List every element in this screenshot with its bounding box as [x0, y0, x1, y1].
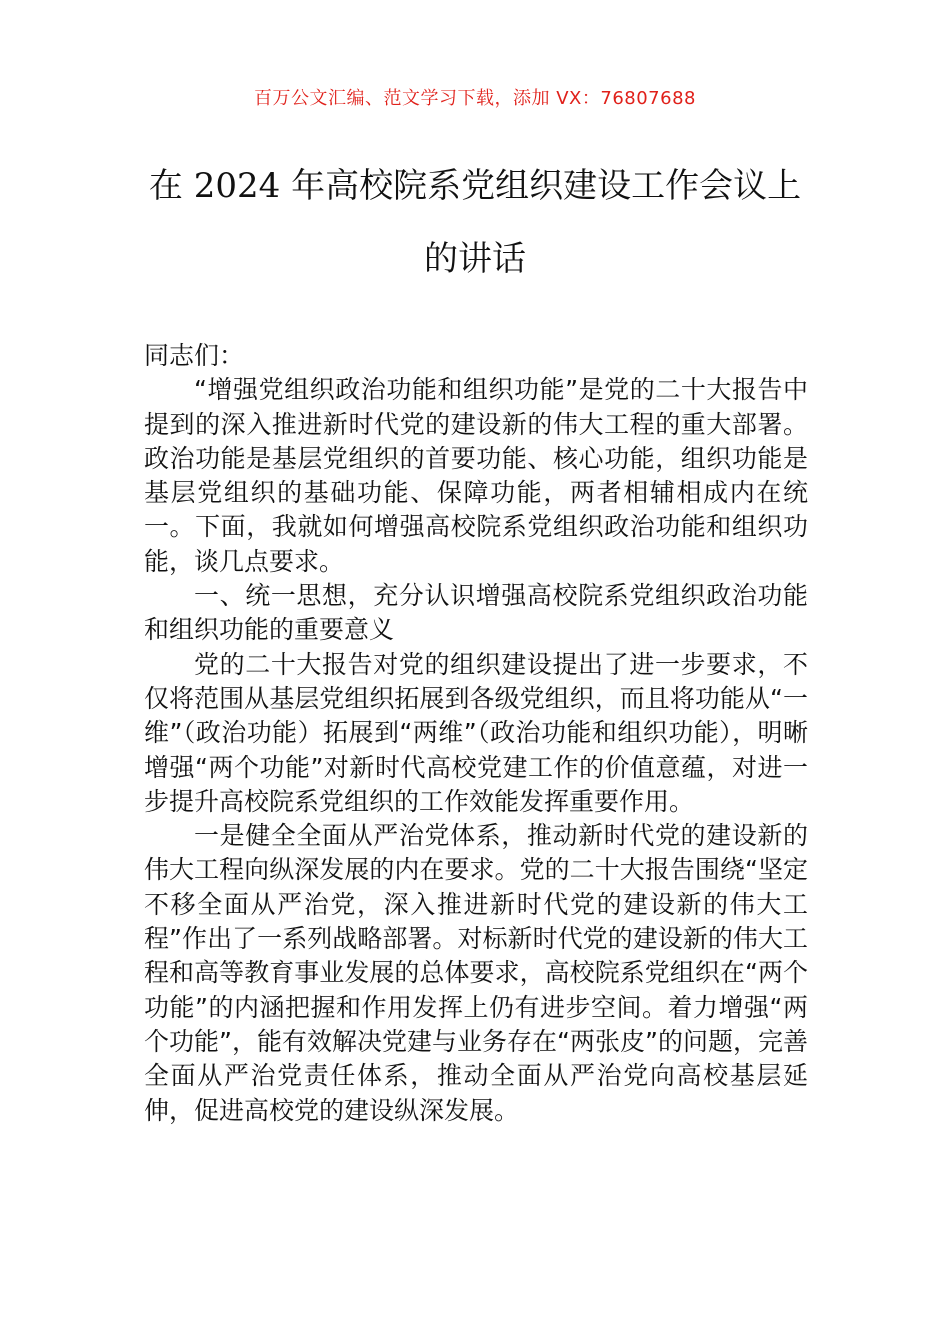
- title-line-2: 的讲话: [424, 239, 526, 279]
- document-title: [100, 150, 850, 296]
- header-banner: 百万公文汇编、范文学习下载，添加 VX：76807688: [254, 88, 696, 109]
- paragraph-point-one: 一是健全全面从严治党体系，推动新时代党的建设新的伟大工程向纵深发展的内在要求。党的二十大报告围绕“坚定不移全面从严治党，深入推进新时代党的建设新的伟大工程”作出了一系列战略部署。对标新时代党的建设新的伟大工程和高等教育事业发展的总体要求，高校院系党组织在“两个功能”的内涵把握和作用发挥上仍有进步空间。着力增强“两个功能”，能有效解决党建与业务存在“两张皮”的问题，完善全面从严治党责任体系，推动全面从严治党向高校基层延伸，促进高校党的建设纵深发展。: [144, 821, 808, 1125]
- section-heading-1: 一、统一思想，充分认识增强高校院系党组织政治功能和组织功能的重要意义: [144, 581, 808, 645]
- title-line-1: 在 2024 年高校院系党组织建设工作会议上: [148, 166, 802, 206]
- paragraph-intro: “增强党组织政治功能和组织功能”是党的二十大报告中提到的深入推进新时代党的建设新的伟大工程的重大部署。政治功能是基层党组织的首要功能、核心功能，组织功能是基层党组织的基础功能、保障功能，两者相辅相成内在统一。下面，我就如何增强高校院系党组织政治功能和组织功能，谈几点要求。: [144, 375, 808, 576]
- salutation: 同志们：: [144, 341, 245, 370]
- paragraph-requirements: 党的二十大报告对党的组织建设提出了进一步要求，不仅将范围从基层党组织拓展到各级党组织，而且将功能从“一维”（政治功能）拓展到“两维”（政治功能和组织功能），明晰增强“两个功能”对新时代高校党建工作的价值意蕴，对进一步提升高校院系党组织的工作效能发挥重要作用。: [144, 649, 808, 816]
- document-body: [144, 339, 808, 1128]
